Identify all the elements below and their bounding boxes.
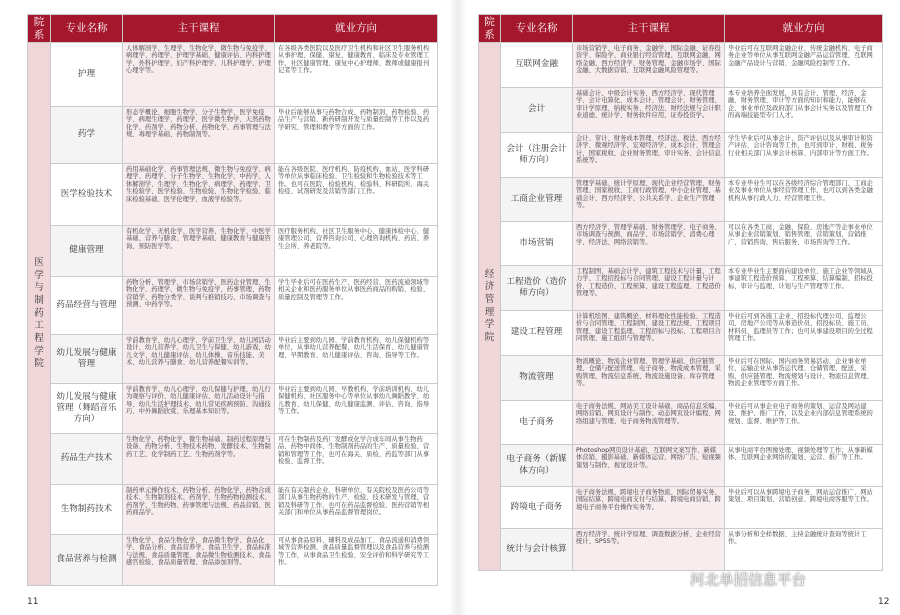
table-row [479, 88, 883, 133]
major-name: 互联网金融 [501, 43, 573, 88]
courses-cell: 工程制图、基础会计学、建筑工程技术与计量、工程力学、工程招投标与合同管理、建设工程计量与计价、工程造价、工程预算、建设工程监理、工程造价管理等。 [573, 266, 725, 311]
right-curriculum-table [478, 14, 883, 571]
major-name: 统计与会计核算 [501, 529, 573, 571]
table-row [479, 311, 883, 356]
table-row [28, 277, 438, 335]
left-curriculum-table [27, 14, 438, 586]
courses-cell: 药用基础化学、药事管理法规、微生物与免疫学、病理学、药理学、分子生物学、生物化学、中药学、人体解剖学、生理学、生物化学、病理学、药理学、卫生检验学、医学检验、生物检验、生物化学检验、临床检验基础、医学伦理学、血液学检验等。 [123, 164, 275, 226]
table-row [28, 226, 438, 277]
courses-cell: 市场营销学、电子商务、金融学、国际金融、证券投资学、保险学、商业银行经营管理、互联网金融、网络金融、西方经济学、财务管理、金融市场学、国际金融、大数据营销、互联网金融风险管理等。 [573, 43, 725, 88]
major-name: 食品营养与检测 [51, 535, 123, 586]
right-page [478, 14, 882, 590]
table-row [479, 178, 883, 222]
major-name: 市场营销 [501, 222, 573, 266]
table-row [28, 164, 438, 226]
courses-cell: 西方经济学、统计学原理、调查数据分析、企业经营统计、SPSS等。 [573, 529, 725, 571]
header-careers: 就业方向 [725, 15, 883, 43]
careers-cell: 毕业后可以从事跨境电子商务、网站运营推广、网站策划、项目策划、营销创意、跨境电商客服等工作。 [725, 487, 883, 529]
major-name: 药品经营与管理 [51, 277, 123, 335]
courses-cell: 基础会计、中级会计实务、西方经济学、现代管理学、会计电算化、成本会计、管理会计、财务管理、审计学原理、纳税实务、经济法、财经法规与会计职业道德、统计学、财务软件应用、证券投资学。 [573, 88, 725, 133]
courses-cell: 形态学概论、细胞生物学、分子生物学、医学免疫学、病理生理学、药理学、医学微生物学、天然药物化学、药剂学、药物分析、药物化学、药事管理与法规、毒理学基础、药物制剂等。 [123, 107, 275, 164]
careers-cell: 在各级各类医院以及医疗卫生机构和社区卫生服务机构从事护理、保健、康复、健康教育、临床及专业管理工作，社区健康管理、康复中心护理师、教师或健康报刊记者等工作。 [275, 43, 438, 107]
careers-cell: 毕业后可从事企业电子商务的策划、运营及网站建设、维护、推广工作，以及企业内部信息管理系统的规划、监督、维护等工作。 [725, 401, 883, 445]
careers-cell: 毕业后主要到幼儿园、早教机构、学前培训机构、幼儿保健机构、社区服务中心等单位从事幼儿舞蹈教学、幼儿教育、幼儿保健、幼儿健康监测、评估、咨询、指导等工作。 [275, 384, 438, 434]
courses-cell: 学前教育学、幼儿心理学、幼儿保健与护理、幼儿行为观察与评价、幼儿健康评估、幼儿活动设计与指导、幼儿生活护理技术、幼儿常见疾病预防、沟通技巧、中外舞蹈欣赏、乐理基本知识等。 [123, 384, 275, 434]
table-row [479, 222, 883, 266]
wechat-icon [668, 570, 686, 588]
table-row [28, 434, 438, 485]
watermark [668, 568, 806, 590]
courses-cell: Photoshop网页设计基础、互联网文案写作、新媒体营销、摄影基础、新媒体运营、网络广告、短视频策划与制作、视觉设计等。 [573, 445, 725, 487]
courses-cell: 电子商务法规、跨境电子商务物流、国际贸易实务、国际结算、跨境电商支付与结算、跨境电商营销、跨境电子商务平台操作实务等。 [573, 487, 725, 529]
major-name: 电子商务（新媒体方向） [501, 445, 573, 487]
table-row [479, 133, 883, 178]
careers-cell: 可在生物制药及药厂发酵或化学合成车间从事生物药品、药物中间体、生物制剂药品的生产、质量检验、营销和管理等工作，也可在海关、质检、药监等部门从事检验、监督工作。 [275, 434, 438, 485]
table-row [479, 356, 883, 401]
major-name: 生物制药技术 [51, 485, 123, 535]
careers-cell: 本专业培养全面发展，具有会计、管理、经济、金融、财务管理、审计等方面的知识和能力，能够在企、事业单位及政府部门从事会计实务以及管理工作的高端技能型专门人才。 [725, 88, 883, 133]
careers-cell: 学生毕业后可在医药生产、医药经营、医药流通领域等相关企业和医药服务单位从事医药商品的购销、检验、质量控制及管理等工作。 [275, 277, 438, 335]
careers-cell: 能在有关制药企业、科研单位、有关院校及医药公司等部门从事生物药物的生产、检验、技术研发与管理、营销及科研等工作，也可在药品监督检验、医药营销等相关部门和单位从事药品监督管理岗位。 [275, 485, 438, 535]
careers-cell: 毕业后主要到幼儿园、学前教育机构、幼儿保健机构等单位，从事幼儿营养配餐、幼儿生活保育、幼儿健康管理、早期教育、幼儿健康评估、咨询、指导等工作。 [275, 335, 438, 384]
courses-cell: 物流概论、物流企业管理、管理学基础、供应链管理、仓储与配送管理、电子商务、物流成本管理、采购管理、物流信息系统、物流设施设备、库存管理等。 [573, 356, 725, 401]
careers-cell: 从事分析和全样数据、主持金融统计查询等统计工作。 [725, 529, 883, 571]
careers-cell: 本专业毕业生可以在各级经济综合管理部门、工商企业及事业单位从事经营管理工作，也可以到各类金融机构从事行政人力、经营管理工作。 [725, 178, 883, 222]
courses-cell: 西方经济学、管理学基础、财务管理学、电子商务、市场调查与预测、商品学、市场营销学、消费心理学、经济法、网络营销等。 [573, 222, 725, 266]
header-school: 院系 [479, 15, 501, 43]
major-name: 工商企业管理 [501, 178, 573, 222]
courses-cell: 计算机绘图、建筑概论、材料理化性能检验、工程造价与合同管理、工程制图、建设工程法规、工程项目管理、建设工程监理、工程招标与投标、工程项目合同管理、施工组织与管理等。 [573, 311, 725, 356]
courses-cell: 人体解剖学、生理学、生物化学、微生物与免疫学、病理学、药理学、护理学基础、健康评估、内科护理学、外科护理学、妇产科护理学、儿科护理学、护理心理学等。 [123, 43, 275, 107]
header-major: 专业名称 [501, 15, 573, 43]
courses-cell: 生物化学、食品生物化学、食品微生物学、食品化学、食品分析、食品营养学、食品卫生学、食品标准与法规、食品质量管理、食品微生物检测技术、食品感官检验、食品质量管理、食品添加剂等。 [123, 535, 275, 586]
left-header-row [28, 15, 438, 43]
table-row [479, 43, 883, 88]
careers-cell: 可从事食品原料、辅料及成品加工、食品流通和消费领域等营养检测、食品质量监督管理以及食品营养与检测等工作，从事食品卫生检验、安全评价和科学研究等工作。 [275, 535, 438, 586]
careers-cell: 可以在各类工商、金融、保险、房地产等企事业单位从事企业营销策划、销售管理、营销策划、营销推广、营销咨询、售后服务、市场咨询等工作。 [725, 222, 883, 266]
table-row [28, 335, 438, 384]
major-name: 建设工程管理 [501, 311, 573, 356]
header-careers: 就业方向 [275, 15, 438, 43]
school-name: 经济管理学院 [484, 268, 495, 343]
major-name: 跨境电子商务 [501, 487, 573, 529]
careers-cell: 本专业毕业生主要面向建设单位、施工企业等领域从事建筑工程造价预算、工程预算、结算编制、招标投标、审计与监理、计划与生产管理等工作。 [725, 266, 883, 311]
table-row [28, 485, 438, 535]
major-name: 会计（注册会计师方向） [501, 133, 573, 178]
header-courses: 主干课程 [573, 15, 725, 43]
careers-cell: 毕业后可在互联网金融企业、传统金融机构、电子商务企业等单位从事互联网金融产品运营管理、互联网金融产品设计与营销、金融风险控制等工作。 [725, 43, 883, 88]
table-row [28, 535, 438, 586]
careers-cell: 毕业后可到各施工企业、招投标代理公司、监理公司、房地产公司等从事造价员、招投标员、施工员、材料员、监理员等工作；也可从事建设项目的全过程管理工作。 [725, 311, 883, 356]
careers-cell: 毕业后可在国际、国内商务贸易活动、企业事业单位、运输企业从事货运代理、仓储管理、配送、采购、供应链管理、物流规划与设计、物流信息管理、物流企业管理等方面工作。 [725, 356, 883, 401]
table-row [28, 107, 438, 164]
courses-cell: 学前教育学、幼儿心理学、学前卫生学、幼儿园活动设计、幼儿营养学、幼儿卫生与保健、幼儿游戏、幼儿文学、幼儿健康评估、幼儿体操、音乐技能、美术、幼儿营养与膳食、幼儿营养配餐实训等。 [123, 335, 275, 384]
major-name: 会计 [501, 88, 573, 133]
careers-cell: 从事电商平台图像处理、视频处理等工作；从事新媒体、互联网企业网络的策划、运营、推广等工作。 [725, 445, 883, 487]
careers-cell: 医疗服务机构、社区卫生服务中心、健康体检中心、健康管理公司、营养咨询公司、心理咨询机构、药店、养生会所、养老院等。 [275, 226, 438, 277]
page-number-left: 11 [27, 597, 39, 607]
courses-cell: 制药单元操作技术、药物分析、药物化学、药物合成技术、生物制剂技术、药剂学、生物药物检测技术、药剂学、生物药物、药事管理与法规、药品营销、医药商品学。 [123, 485, 275, 535]
careers-cell: 毕业后能够从事与药物合成、药物制剂、药物检验、药品生产与营销、新药研制开发与质量控制等工作以及药学研究、管理和教学等方面的工作。 [275, 107, 438, 164]
watermark-text: 河北单招信息平台 [690, 572, 806, 589]
table-row [479, 529, 883, 571]
major-name: 幼儿发展与健康管理 [51, 335, 123, 384]
courses-cell: 生物化学、药物化学、微生物基础、制药过程原理与设备、药物分析、生物技术药物、发酵技术、生物制药工艺、化学制药工艺、生物药剂学等。 [123, 434, 275, 485]
courses-cell: 会计、审计、财务成本管理、经济法、税法、西方经济学、微观经济学、宏观经济学、成本会计、管理会计、国家税收、企业财务管理、审计实务、会计信息系统等。 [573, 133, 725, 178]
table-row [479, 445, 883, 487]
careers-cell: 能在各级医院、医疗机构、防疫机构、血站、医学科研等单位从事临床检验、卫生检验和生物检验技术等工作。也可在医院、检验机构、检验科、科研院所、海关检疫、试剂研发及营销等部门工作。 [275, 164, 438, 226]
major-name: 医学检验技术 [51, 164, 123, 226]
careers-cell: 学生毕业后可从事会计、资产评估以及从事审计和资产评估、会计咨询等工作，也可到审计、财税、税务行业相关部门从事会计核算、内部审计等方面工作。 [725, 133, 883, 178]
table-row [28, 384, 438, 434]
courses-cell: 管理学基础、统计学原理、现代企业经营管理、财务管理、国家税收、工商行政管理、中小企业管理、基础会计、西方经济学、公共关系学、企业生产管理等。 [573, 178, 725, 222]
page-fold-shadow [449, 0, 467, 615]
page-number-right: 12 [878, 597, 890, 607]
school-name-cell [28, 43, 51, 586]
table-row [28, 43, 438, 107]
right-header-row [479, 15, 883, 43]
major-name: 电子商务 [501, 401, 573, 445]
school-name: 医学与制药工程学院 [34, 257, 44, 370]
major-name: 药品生产技术 [51, 434, 123, 485]
table-row [479, 401, 883, 445]
courses-cell: 有机化学、无机化学、医学营养、生物化学、中医学基础、营养与膳食、管理学基础、健康教育与健康咨询、预防医学等。 [123, 226, 275, 277]
left-page [27, 14, 437, 590]
major-name: 幼儿发展与健康管理（舞蹈音乐方向） [51, 384, 123, 434]
school-name-cell [479, 43, 501, 571]
header-school: 院系 [28, 15, 51, 43]
major-name: 物流管理 [501, 356, 573, 401]
courses-cell: 药物分析、管理学、市场营销学、医药企业管理、生物化学、药理学、微生物与免疫学、药事管理、药物营销学、药物分类学、谈判与推销技巧、市场调查与预测、中药学等。 [123, 277, 275, 335]
table-row [479, 487, 883, 529]
header-courses: 主干课程 [123, 15, 275, 43]
major-name: 护理 [51, 43, 123, 107]
table-row [479, 266, 883, 311]
major-name: 药学 [51, 107, 123, 164]
major-name: 工程造价（造价师方向） [501, 266, 573, 311]
major-name: 健康管理 [51, 226, 123, 277]
header-major: 专业名称 [51, 15, 123, 43]
courses-cell: 电子商务法规、网站美工设计基础、商品信息采编、网络营销、网页设计与制作、动态网页设计编程、网络组建与管理、电子商务物流管理等。 [573, 401, 725, 445]
